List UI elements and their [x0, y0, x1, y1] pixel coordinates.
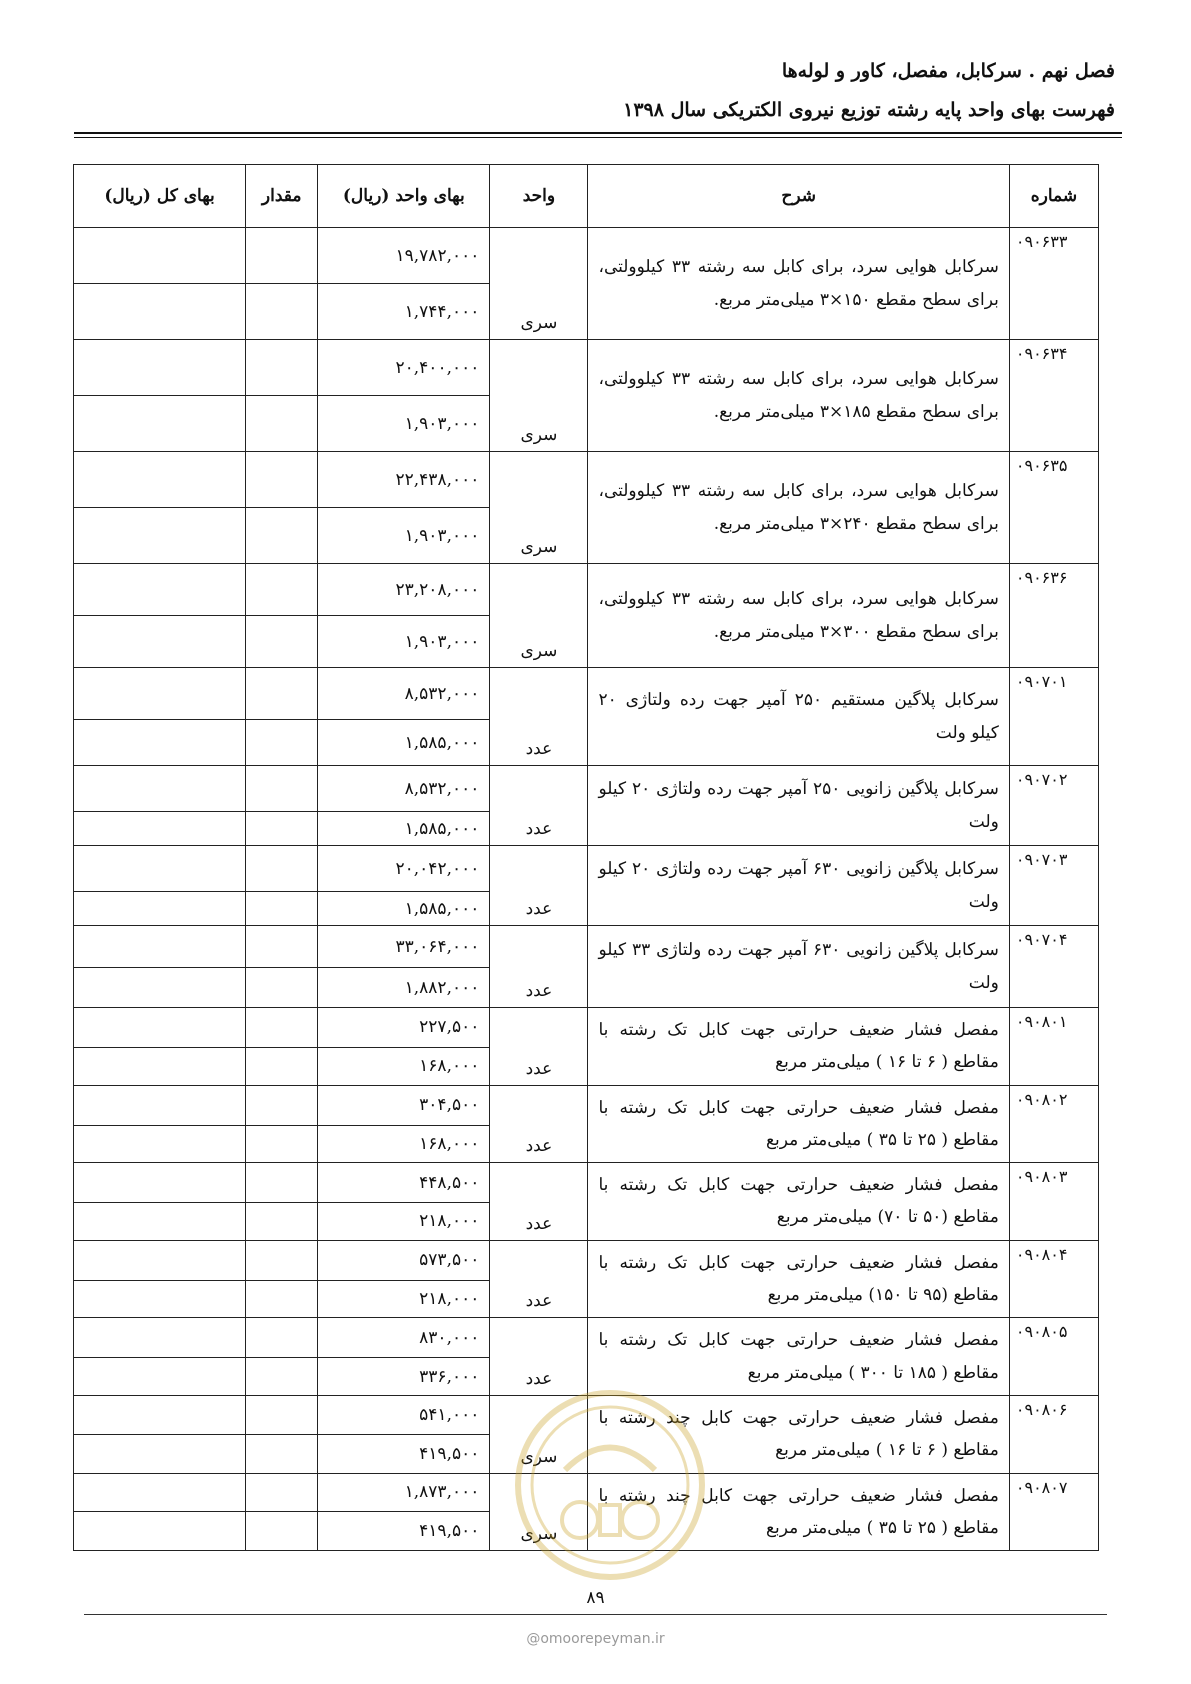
qty-cell: [246, 508, 318, 564]
description-cell: مفصل فشار ضعیف حرارتی جهت کابل تک رشته با مقاطع ( ۱۸۵ تا ۳۰۰ ) میلی‌متر مربع: [588, 1318, 1009, 1396]
total-cell: [74, 508, 246, 564]
qty-cell: [246, 1008, 318, 1048]
item-code-cell: ۰۹۰۸۰۳: [1009, 1163, 1098, 1241]
table-row: [74, 1395, 1099, 1434]
unit-price-cell: ۸۳۰,۰۰۰: [318, 1318, 490, 1358]
unit-cell: سری: [490, 452, 588, 564]
qty-cell: [246, 668, 318, 720]
unit-cell: سری: [490, 1473, 588, 1551]
description-cell: مفصل فشار ضعیف حرارتی جهت کابل تک رشته با مقاطع ( ۶ تا ۱۶ ) میلی‌متر مربع: [588, 1008, 1009, 1086]
qty-cell: [246, 1047, 318, 1085]
watermark-url: @omoorepeyman.ir: [526, 1631, 665, 1647]
unit-cell: سری: [490, 564, 588, 668]
unit-price-cell: ۲۲,۴۳۸,۰۰۰: [318, 452, 490, 508]
unit-price-cell: ۱,۹۰۳,۰۰۰: [318, 508, 490, 564]
unit-price-cell: ۱۹,۷۸۲,۰۰۰: [318, 228, 490, 284]
unit-price-cell: ۸,۵۳۲,۰۰۰: [318, 766, 490, 812]
qty-cell: [246, 1240, 318, 1280]
table-row: [74, 564, 1099, 616]
table-row: [74, 846, 1099, 892]
qty-cell: [246, 340, 318, 396]
unit-price-cell: ۱۶۸,۰۰۰: [318, 1125, 490, 1163]
total-cell: [74, 396, 246, 452]
item-code-cell: ۰۹۰۶۳۴: [1009, 340, 1098, 452]
unit-price-cell: ۱,۹۰۳,۰۰۰: [318, 396, 490, 452]
item-code-cell: ۰۹۰۸۰۱: [1009, 1008, 1098, 1086]
total-cell: [74, 968, 246, 1008]
col-header-unit: واحد: [490, 165, 588, 228]
total-cell: [74, 452, 246, 508]
qty-cell: [246, 1434, 318, 1473]
unit-price-cell: ۴۴۸,۵۰۰: [318, 1163, 490, 1203]
unit-price-cell: ۳۳,۰۶۴,۰۰۰: [318, 926, 490, 968]
total-cell: [74, 1203, 246, 1241]
total-cell: [74, 892, 246, 926]
item-code-cell: ۰۹۰۸۰۲: [1009, 1085, 1098, 1163]
total-cell: [74, 616, 246, 668]
qty-cell: [246, 1512, 318, 1551]
unit-cell: عدد: [490, 1085, 588, 1163]
unit-price-cell: ۱,۵۸۵,۰۰۰: [318, 720, 490, 766]
unit-price-cell: ۸,۵۳۲,۰۰۰: [318, 668, 490, 720]
qty-cell: [246, 926, 318, 968]
total-cell: [74, 766, 246, 812]
col-header-unit-price: بهای واحد (ریال): [318, 165, 490, 228]
unit-cell: عدد: [490, 1163, 588, 1241]
qty-cell: [246, 892, 318, 926]
item-code-cell: ۰۹۰۶۳۶: [1009, 564, 1098, 668]
total-cell: [74, 1473, 246, 1512]
description-cell: سرکابل هوایی سرد، برای کابل سه رشته ۳۳ کیلوولتی، برای سطح مقطع ۲۴۰×۳ میلی‌متر مربع.: [588, 452, 1009, 564]
description-cell: مفصل فشار ضعیف حرارتی جهت کابل چند رشته با مقاطع ( ۲۵ تا ۳۵ ) میلی‌متر مربع: [588, 1473, 1009, 1551]
total-cell: [74, 926, 246, 968]
col-header-code: شماره: [1009, 165, 1098, 228]
table-row: [74, 1240, 1099, 1280]
total-cell: [74, 846, 246, 892]
header-rule-thick: [74, 132, 1122, 134]
qty-cell: [246, 1280, 318, 1318]
description-cell: مفصل فشار ضعیف حرارتی جهت کابل چند رشته با مقاطع ( ۶ تا ۱۶ ) میلی‌متر مربع: [588, 1395, 1009, 1473]
qty-cell: [246, 1163, 318, 1203]
unit-price-cell: ۱,۵۸۵,۰۰۰: [318, 892, 490, 926]
unit-cell: سری: [490, 340, 588, 452]
unit-price-cell: ۱,۸۷۳,۰۰۰: [318, 1473, 490, 1512]
unit-cell: عدد: [490, 846, 588, 926]
qty-cell: [246, 1473, 318, 1512]
qty-cell: [246, 1085, 318, 1125]
qty-cell: [246, 1125, 318, 1163]
unit-price-cell: ۲۰,۰۴۲,۰۰۰: [318, 846, 490, 892]
total-cell: [74, 1085, 246, 1125]
header-rule-thin: [74, 137, 1122, 138]
unit-price-cell: ۲۰,۴۰۰,۰۰۰: [318, 340, 490, 396]
qty-cell: [246, 1203, 318, 1241]
unit-cell: عدد: [490, 1240, 588, 1318]
total-cell: [74, 1395, 246, 1434]
qty-cell: [246, 396, 318, 452]
page-number: ۸۹: [586, 1588, 605, 1608]
description-cell: مفصل فشار ضعیف حرارتی جهت کابل تک رشته با مقاطع (۵۰ تا ۷۰) میلی‌متر مربع: [588, 1163, 1009, 1241]
description-cell: سرکابل پلاگین زانویی ۶۳۰ آمپر جهت رده ولتاژی ۲۰ کیلو ولت: [588, 846, 1009, 926]
table-row: [74, 340, 1099, 396]
table-row: [74, 1318, 1099, 1358]
total-cell: [74, 1008, 246, 1048]
unit-price-cell: ۴۱۹,۵۰۰: [318, 1434, 490, 1473]
total-cell: [74, 1163, 246, 1203]
description-cell: سرکابل پلاگین زانویی ۶۳۰ آمپر جهت رده ولتاژی ۳۳ کیلو ولت: [588, 926, 1009, 1008]
item-code-cell: ۰۹۰۸۰۷: [1009, 1473, 1098, 1551]
table-row: [74, 926, 1099, 968]
unit-price-cell: ۲۱۸,۰۰۰: [318, 1280, 490, 1318]
unit-price-cell: ۳۳۶,۰۰۰: [318, 1358, 490, 1396]
unit-price-cell: ۱۶۸,۰۰۰: [318, 1047, 490, 1085]
unit-price-cell: ۱,۵۸۵,۰۰۰: [318, 812, 490, 846]
total-cell: [74, 564, 246, 616]
description-cell: سرکابل هوایی سرد، برای کابل سه رشته ۳۳ کیلوولتی، برای سطح مقطع ۱۸۵×۳ میلی‌متر مربع.: [588, 340, 1009, 452]
description-cell: مفصل فشار ضعیف حرارتی جهت کابل تک رشته با مقاطع (۹۵ تا ۱۵۰) میلی‌متر مربع: [588, 1240, 1009, 1318]
unit-price-cell: ۱,۹۰۳,۰۰۰: [318, 616, 490, 668]
table-row: [74, 668, 1099, 720]
unit-cell: عدد: [490, 1318, 588, 1396]
item-code-cell: ۰۹۰۸۰۶: [1009, 1395, 1098, 1473]
unit-price-cell: ۱,۸۸۲,۰۰۰: [318, 968, 490, 1008]
description-cell: سرکابل پلاگین مستقیم ۲۵۰ آمپر جهت رده ولتاژی ۲۰ کیلو ولت: [588, 668, 1009, 766]
total-cell: [74, 1434, 246, 1473]
qty-cell: [246, 452, 318, 508]
unit-price-cell: ۵۴۱,۰۰۰: [318, 1395, 490, 1434]
unit-price-cell: ۲۱۸,۰۰۰: [318, 1203, 490, 1241]
qty-cell: [246, 616, 318, 668]
qty-cell: [246, 766, 318, 812]
total-cell: [74, 668, 246, 720]
price-table: [73, 164, 1099, 1551]
total-cell: [74, 1125, 246, 1163]
total-cell: [74, 284, 246, 340]
total-cell: [74, 228, 246, 284]
unit-cell: عدد: [490, 766, 588, 846]
description-cell: سرکابل هوایی سرد، برای کابل سه رشته ۳۳ کیلوولتی، برای سطح مقطع ۳۰۰×۳ میلی‌متر مربع.: [588, 564, 1009, 668]
description-cell: سرکابل پلاگین زانویی ۲۵۰ آمپر جهت رده ولتاژی ۲۰ کیلو ولت: [588, 766, 1009, 846]
item-code-cell: ۰۹۰۸۰۵: [1009, 1318, 1098, 1396]
table-body: [74, 228, 1099, 1551]
item-code-cell: ۰۹۰۷۰۱: [1009, 668, 1098, 766]
total-cell: [74, 1240, 246, 1280]
table-row: [74, 1008, 1099, 1048]
unit-cell: سری: [490, 228, 588, 340]
qty-cell: [246, 846, 318, 892]
item-code-cell: ۰۹۰۷۰۴: [1009, 926, 1098, 1008]
table-row: [74, 1163, 1099, 1203]
total-cell: [74, 1047, 246, 1085]
qty-cell: [246, 812, 318, 846]
item-code-cell: ۰۹۰۷۰۲: [1009, 766, 1098, 846]
unit-price-cell: ۵۷۳,۵۰۰: [318, 1240, 490, 1280]
unit-price-cell: ۳۰۴,۵۰۰: [318, 1085, 490, 1125]
total-cell: [74, 1512, 246, 1551]
total-cell: [74, 1358, 246, 1396]
document-subtitle: فهرست بهای واحد پایه رشته توزیع نیروی الکتریکی سال ۱۳۹۸: [623, 99, 1115, 121]
table-row: [74, 1473, 1099, 1512]
item-code-cell: ۰۹۰۷۰۳: [1009, 846, 1098, 926]
qty-cell: [246, 284, 318, 340]
total-cell: [74, 340, 246, 396]
qty-cell: [246, 1358, 318, 1396]
unit-price-cell: ۲۲۷,۵۰۰: [318, 1008, 490, 1048]
description-cell: مفصل فشار ضعیف حرارتی جهت کابل تک رشته با مقاطع ( ۲۵ تا ۳۵ ) میلی‌متر مربع: [588, 1085, 1009, 1163]
qty-cell: [246, 1395, 318, 1434]
qty-cell: [246, 720, 318, 766]
table-row: [74, 452, 1099, 508]
total-cell: [74, 720, 246, 766]
table-row: [74, 228, 1099, 284]
qty-cell: [246, 1318, 318, 1358]
col-header-qty: مقدار: [246, 165, 318, 228]
table-row: [74, 1085, 1099, 1125]
chapter-title: فصل نهم . سرکابل، مفصل، کاور و لوله‌ها: [781, 60, 1115, 82]
item-code-cell: ۰۹۰۶۳۵: [1009, 452, 1098, 564]
item-code-cell: ۰۹۰۶۳۳: [1009, 228, 1098, 340]
unit-cell: سری: [490, 1395, 588, 1473]
table-header-row: [74, 165, 1099, 228]
qty-cell: [246, 968, 318, 1008]
unit-price-cell: ۱,۷۴۴,۰۰۰: [318, 284, 490, 340]
unit-cell: عدد: [490, 1008, 588, 1086]
unit-cell: عدد: [490, 926, 588, 1008]
col-header-total: بهای کل (ریال): [74, 165, 246, 228]
table-row: [74, 766, 1099, 812]
col-header-desc: شرح: [588, 165, 1009, 228]
footer-rule: [84, 1614, 1107, 1615]
qty-cell: [246, 228, 318, 284]
total-cell: [74, 1280, 246, 1318]
total-cell: [74, 812, 246, 846]
qty-cell: [246, 564, 318, 616]
item-code-cell: ۰۹۰۸۰۴: [1009, 1240, 1098, 1318]
unit-cell: عدد: [490, 668, 588, 766]
unit-price-cell: ۲۳,۲۰۸,۰۰۰: [318, 564, 490, 616]
unit-price-cell: ۴۱۹,۵۰۰: [318, 1512, 490, 1551]
total-cell: [74, 1318, 246, 1358]
description-cell: سرکابل هوایی سرد، برای کابل سه رشته ۳۳ کیلوولتی، برای سطح مقطع ۱۵۰×۳ میلی‌متر مربع.: [588, 228, 1009, 340]
